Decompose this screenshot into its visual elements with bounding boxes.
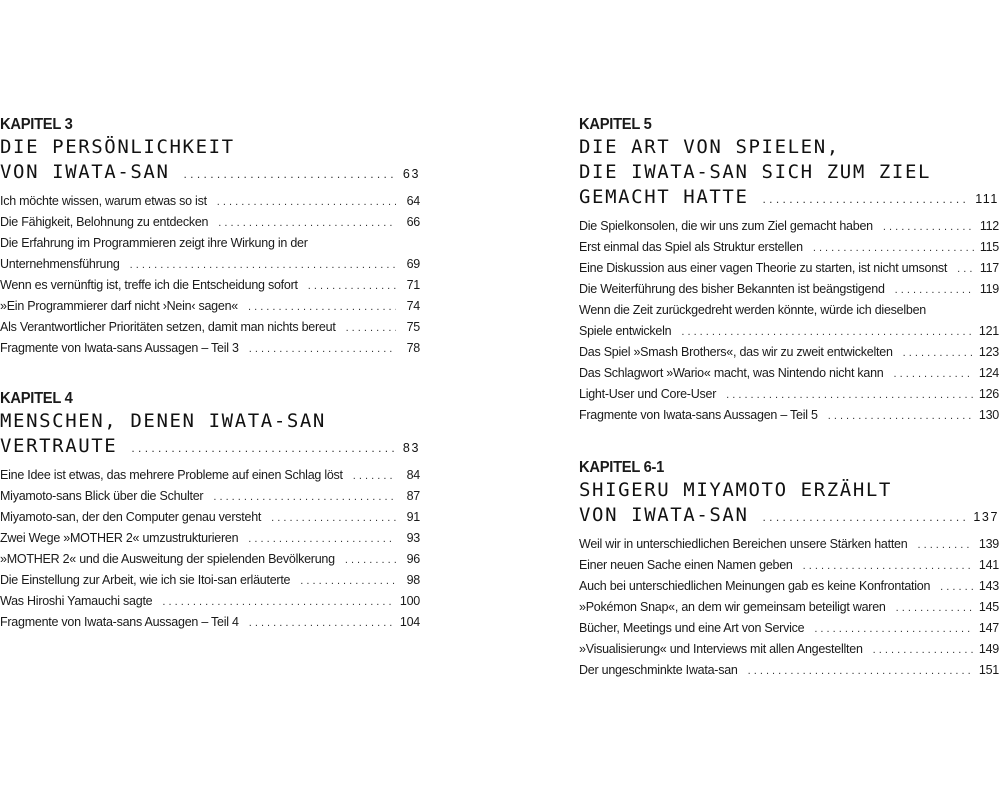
toc-entry-page: 130: [978, 408, 999, 422]
toc-entry[interactable]: [0, 338, 420, 359]
chapter-4: [0, 389, 420, 633]
dot-leader: [346, 318, 396, 339]
toc-entry-page: 141: [978, 558, 999, 572]
dot-leader: [803, 556, 973, 577]
dot-leader: [895, 280, 974, 301]
toc-entry-title: Das Spiel »Smash Brothers«, das wir zu zweit entwickelten: [579, 345, 893, 359]
toc-entry-title: Fragmente von Iwata-sans Aussagen – Teil 4: [0, 615, 239, 629]
dot-leader: [814, 619, 973, 640]
chapter-title-line: VON IWATA-SAN: [579, 504, 749, 526]
chapter-title-line: MENSCHEN, DENEN IWATA-SAN: [0, 410, 326, 432]
toc-entry[interactable]: [0, 528, 420, 549]
toc-entry[interactable]: [579, 216, 999, 237]
toc-entry-title: Auch bei unterschiedlichen Meinungen gab es keine Konfrontation: [579, 579, 931, 593]
toc-entry-title: Der ungeschminkte Iwata-san: [579, 663, 738, 677]
toc-entry[interactable]: [579, 342, 999, 363]
toc-entry[interactable]: [0, 317, 420, 338]
toc-entry-page: 87: [406, 489, 420, 503]
toc-entry-page: 115: [979, 240, 999, 254]
dot-leader: [903, 343, 973, 364]
toc-entry[interactable]: [0, 486, 420, 507]
toc-entry[interactable]: [0, 570, 420, 591]
toc-entry[interactable]: [579, 363, 999, 384]
toc-entry[interactable]: [0, 507, 420, 528]
chapter-title: [0, 409, 420, 459]
dot-leader: [345, 550, 396, 571]
chapter-label: KAPITEL 4: [0, 390, 73, 407]
toc-entry-title: Unternehmensführung: [0, 257, 120, 271]
chapter-5: [579, 115, 999, 426]
toc-entry-title: »Ein Programmierer darf nicht ›Nein‹ sagen«: [0, 299, 238, 313]
dot-leader: [917, 535, 972, 556]
toc-entry-list: [579, 534, 999, 681]
toc-entry-title: Einer neuen Sache einen Namen geben: [579, 558, 793, 572]
dot-leader: [873, 640, 973, 661]
toc-entry[interactable]: [579, 534, 999, 555]
toc-entry-title: Die Fähigkeit, Belohnung zu entdecken: [0, 215, 209, 229]
dot-leader: [957, 259, 974, 280]
toc-entry[interactable]: [0, 212, 420, 233]
dot-leader: [218, 213, 396, 234]
toc-entry-title: »MOTHER 2« und die Ausweitung der spielenden Bevölkerung: [0, 552, 335, 566]
toc-entry-page: 112: [979, 219, 999, 233]
toc-entry-page: 123: [978, 345, 999, 359]
toc-entry-page: 117: [979, 261, 999, 275]
toc-entry-page: 139: [978, 537, 999, 551]
chapter-title-line: DIE ART VON SPIELEN,: [579, 136, 840, 158]
toc-entry-title: Fragmente von Iwata-sans Aussagen – Teil 3: [0, 341, 239, 355]
toc-entry[interactable]: [579, 237, 999, 258]
dot-leader: [217, 192, 396, 213]
chapter-page-number: 83: [402, 441, 420, 455]
dot-leader: [184, 162, 394, 187]
dot-leader: [271, 508, 396, 529]
toc-entry-page: 91: [406, 510, 420, 524]
toc-entry-page: 96: [406, 552, 420, 566]
dot-leader: [131, 436, 394, 461]
toc-entry-title: »Visualisierung« und Interviews mit allen Angestellten: [579, 642, 863, 656]
dot-leader: [249, 339, 396, 360]
toc-entry-title: Die Einstellung zur Arbeit, wie ich sie Itoi-san erläuterte: [0, 573, 291, 587]
dot-leader: [300, 571, 396, 592]
toc-entry[interactable]: [0, 296, 420, 317]
toc-entry-title: Miyamoto-san, der den Computer genau versteht: [0, 510, 262, 524]
dot-leader: [763, 187, 968, 212]
toc-entry[interactable]: [579, 660, 999, 681]
dot-leader: [308, 276, 396, 297]
toc-entry-page: 119: [979, 282, 999, 296]
toc-entry[interactable]: [579, 279, 999, 300]
toc-entry-title: Wenn die Zeit zurückgedreht werden könnte, würde ich dieselben: [579, 303, 926, 317]
toc-entry-page: 93: [406, 531, 420, 545]
toc-entry-page: 75: [406, 320, 420, 334]
dot-leader: [248, 297, 396, 318]
toc-entry-title: Fragmente von Iwata-sans Aussagen – Teil 5: [579, 408, 818, 422]
toc-entry-title: Ich möchte wissen, warum etwas so ist: [0, 194, 207, 208]
toc-entry-page: 147: [978, 621, 999, 635]
toc-entry-title: Wenn es vernünftig ist, treffe ich die Entscheidung sofort: [0, 278, 298, 292]
toc-entry-title: Bücher, Meetings und eine Art von Service: [579, 621, 805, 635]
toc-entry-page: 78: [406, 341, 420, 355]
dot-leader: [353, 466, 396, 487]
toc-entry-title: Die Weiterführung des bisher Bekannten ist beängstigend: [579, 282, 885, 296]
dot-leader: [748, 661, 973, 682]
chapter-title-line: VERTRAUTE: [0, 435, 118, 457]
dot-leader: [249, 613, 394, 634]
dot-leader: [726, 385, 973, 406]
toc-entry-title: Light-User und Core-User: [579, 387, 717, 401]
toc-entry-title: Was Hiroshi Yamauchi sagte: [0, 594, 153, 608]
toc-entry-title: Eine Idee ist etwas, das mehrere Probleme auf einen Schlag löst: [0, 468, 343, 482]
chapter-title-line: DIE IWATA-SAN SICH ZUM ZIEL: [579, 161, 932, 183]
toc-entry[interactable]: [0, 591, 420, 612]
dot-leader: [813, 238, 974, 259]
dot-leader: [894, 364, 973, 385]
chapter-label: KAPITEL 6-1: [579, 459, 665, 476]
chapter-title: [579, 478, 999, 528]
toc-entry-title: Als Verantwortlicher Prioritäten setzen, damit man nichts bereut: [0, 320, 336, 334]
chapter-title-line: GEMACHT HATTE: [579, 186, 749, 208]
toc-entry[interactable]: [0, 275, 420, 296]
toc-entry-page: 84: [406, 468, 420, 482]
dot-leader: [940, 577, 973, 598]
toc-entry-title: Das Schlagwort »Wario« macht, was Nintendo nicht kann: [579, 366, 884, 380]
chapter-label: KAPITEL 5: [579, 116, 652, 133]
dot-leader: [213, 487, 396, 508]
toc-entry[interactable]: [579, 258, 999, 279]
toc-entry[interactable]: [579, 618, 999, 639]
toc-entry-page: 100: [399, 594, 420, 608]
chapter-page-number: 137: [973, 510, 999, 524]
chapter-title-line: VON IWATA-SAN: [0, 161, 170, 183]
toc-entry-title: Miyamoto-sans Blick über die Schulter: [0, 489, 204, 503]
toc-entry-page: 143: [978, 579, 999, 593]
dot-leader: [162, 592, 394, 613]
toc-entry-page: 64: [406, 194, 420, 208]
toc-entry-page: 66: [406, 215, 420, 229]
toc-entry-list: [0, 465, 420, 633]
toc-entry-page: 126: [978, 387, 999, 401]
toc-entry-title: Zwei Wege »MOTHER 2« umzustrukturieren: [0, 531, 239, 545]
toc-entry[interactable]: [0, 191, 420, 212]
toc-entry-title: Die Spielkonsolen, die wir uns zum Ziel gemacht haben: [579, 219, 873, 233]
toc-entry[interactable]: [0, 549, 420, 570]
toc-entry[interactable]: [579, 597, 999, 618]
dot-leader: [828, 406, 973, 427]
toc-entry[interactable]: [579, 576, 999, 597]
dot-leader: [883, 217, 974, 238]
chapter-6-1: [579, 458, 999, 681]
toc-entry-title: Weil wir in unterschiedlichen Bereichen unsere Stärken hatten: [579, 537, 908, 551]
dot-leader: [130, 255, 396, 276]
toc-entry-page: 71: [406, 278, 420, 292]
toc-entry-page: 145: [978, 600, 999, 614]
toc-entry-page: 151: [978, 663, 999, 677]
toc-entry-title: Erst einmal das Spiel als Struktur erstellen: [579, 240, 803, 254]
chapter-title-line: SHIGERU MIYAMOTO ERZÄHLT: [579, 479, 892, 501]
toc-entry[interactable]: [0, 233, 420, 275]
dot-leader: [896, 598, 973, 619]
toc-entry[interactable]: [0, 465, 420, 486]
toc-entry[interactable]: [0, 612, 420, 633]
chapter-title: [579, 135, 999, 210]
dot-leader: [248, 529, 396, 550]
toc-entry-title: »Pokémon Snap«, an dem wir gemeinsam beteiligt waren: [579, 600, 886, 614]
chapter-title-line: DIE PERSÖNLICHKEIT: [0, 136, 235, 158]
chapter-page-number: 63: [402, 167, 420, 181]
toc-entry-page: 121: [978, 324, 999, 338]
chapter-label: KAPITEL 3: [0, 116, 73, 133]
toc-entry[interactable]: [579, 555, 999, 576]
chapter-page-number: 111: [975, 192, 999, 206]
toc-entry-page: 124: [978, 366, 999, 380]
toc-entry-title: Spiele entwickeln: [579, 324, 672, 338]
toc-entry-page: 69: [406, 257, 420, 271]
toc-entry-list: [579, 216, 999, 426]
dot-leader: [763, 505, 966, 530]
toc-entry[interactable]: [579, 300, 999, 342]
toc-entry-page: 98: [406, 573, 420, 587]
dot-leader: [681, 322, 973, 343]
toc-entry-page: 74: [406, 299, 420, 313]
toc-entry[interactable]: [579, 384, 999, 405]
chapter-title: [0, 135, 420, 185]
toc-entry-page: 149: [978, 642, 999, 656]
toc-entry[interactable]: [579, 639, 999, 660]
chapter-3: [0, 115, 420, 359]
toc-entry-list: [0, 191, 420, 359]
toc-entry-page: 104: [399, 615, 420, 629]
toc-entry-title: Eine Diskussion aus einer vagen Theorie zu starten, ist nicht umsonst: [579, 261, 948, 275]
toc-entry-title: Die Erfahrung im Programmieren zeigt ihre Wirkung in der: [0, 236, 308, 250]
toc-entry[interactable]: [579, 405, 999, 426]
